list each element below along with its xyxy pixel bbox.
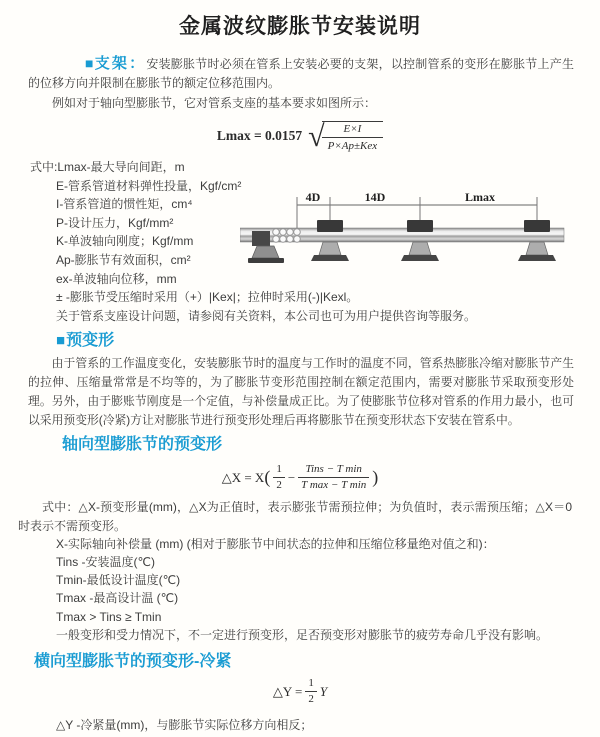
note-line: Tmax -最高设计温 (℃) xyxy=(56,591,179,606)
note-line: 一般变形和受力情况下，不一定进行预变形，足否预变形对膨胀节的疲劳寿命几乎没有影响。 xyxy=(56,627,549,642)
half-fraction xyxy=(273,463,285,492)
formula-lhs: △X = X xyxy=(221,469,265,485)
symbol-definitions-list xyxy=(30,158,600,325)
blue-square-bullet-icon: ■ xyxy=(85,55,94,71)
close-paren: ) xyxy=(372,467,379,488)
support-body-text: 安装膨胀节时必须在管系上安装必要的支架，以控制管系的变形在膨胀节上产生的位移方向并限制在膨胀节的额定位移范围内。 xyxy=(28,57,574,90)
formula-fraction xyxy=(322,121,384,153)
fraction-numerator: 1 xyxy=(305,677,317,692)
note-line: 式中：△X-预变形量(mm)，△X为正值时，表示膨张节需预拉伸；为负值时，表示需预压缩；△X＝0时表示不需预变形。 xyxy=(18,500,572,533)
formula-lhs: △Y = xyxy=(272,684,303,700)
blue-square-bullet-icon: ■ xyxy=(56,332,66,350)
definition-line: ± -膨胀节受压缩时采用（+）|Kex|；拉伸时采用(-)|Kexl。 xyxy=(56,290,359,305)
transverse-subsection-heading: 横向型膨胀节的预变形-冷紧 xyxy=(34,652,232,670)
definition-line: 式中:Lmax-最大导向间距，m xyxy=(30,160,185,174)
lmax-formula xyxy=(0,117,600,153)
fraction-denominator: 2 xyxy=(276,478,282,491)
formula-lhs: Lmax = 0.0157 xyxy=(216,127,303,143)
formula-denominator: P×Ap±Kex xyxy=(327,139,378,152)
fraction-denominator: 2 xyxy=(308,693,314,706)
fraction-numerator: Tins − T min xyxy=(298,463,369,478)
fraction-numerator: 1 xyxy=(273,463,285,478)
fraction-denominator: T max − T min xyxy=(301,478,367,491)
support-paragraph xyxy=(28,54,574,93)
dim-label-14d: 14D xyxy=(364,191,386,204)
dim-label-4d: 4D xyxy=(305,191,321,204)
note-line: Tins -安装温度(℃) xyxy=(56,554,156,569)
example-sentence: 例如对于轴向型膨胀节，它对管系支座的基本要求如图所示： xyxy=(52,96,377,110)
half-fraction xyxy=(305,677,317,706)
preform-section-heading xyxy=(56,331,600,351)
dim-label-lmax: Lmax xyxy=(465,191,495,204)
support-section-heading: 支架： xyxy=(94,55,147,72)
definition-line: 关于管系支座设计问题，请参阅有关资料，本公司也可为用户提供咨询等服务。 xyxy=(56,308,477,323)
preform-paragraph: 由于管系的工作温度变化，安装膨胀节时的温度与工作时的温度不同，管系热膨胀冷缩对膨胀节产生的拉伸、压缩量常常是不均等的，为了膨胀节变形范围控制在额定范围内，需要对膨胀节采取预变形处理。另外，由于膨账节刚度是一个定值，与补偿量成正比。为了使膨胀节位移对管系的作用力最小，也可以采用预变形(冷紧)方让对膨胀节进行预变形处理后再将膨胀节在预变形状态下安装在管系中。 xyxy=(28,356,574,428)
transverse-note: △Y -冷紧量(mm)，与膨胀节实际位移方向相反； xyxy=(56,717,313,732)
minus-sign: − xyxy=(287,469,296,485)
square-root-icon: √ xyxy=(308,120,325,153)
note-line: Tmin-最低设计温度(℃) xyxy=(56,573,181,588)
definition-line: I-管系管道的惯性矩，cm⁴ xyxy=(56,197,193,212)
temperature-fraction xyxy=(298,463,369,492)
definition-line: K-单波轴向刚度；Kgf/mm xyxy=(56,234,194,249)
definition-line: E-管系管道材料弹性投量，Kgf/cm² xyxy=(56,178,242,193)
axial-notes-list xyxy=(18,498,572,644)
page-title: 金属波纹膨胀节安装说明 xyxy=(179,15,421,38)
definition-line: ex-单波轴向位移，mm xyxy=(56,271,177,286)
axial-preform-formula xyxy=(0,460,600,494)
definition-line: P-设计压力，Kgf/mm² xyxy=(56,215,174,230)
definition-line: Ap-膨胀节有效面积，cm² xyxy=(56,252,191,267)
note-line: X-实际轴向补偿量 (mm) (相对于膨胀节中间状态的拉伸和压缩位移量绝对值之和)： xyxy=(56,536,495,551)
note-line: Tmax > Tins ≥ Tmin xyxy=(56,609,162,624)
formula-numerator: E×I xyxy=(322,122,384,138)
formula-rhs: Y xyxy=(319,684,328,700)
transverse-preform-formula xyxy=(0,677,600,707)
preform-heading-text: 预变形 xyxy=(66,332,115,350)
axial-subsection-heading: 轴向型膨胀节的预变形 xyxy=(62,436,223,454)
open-paren: ( xyxy=(264,467,271,488)
